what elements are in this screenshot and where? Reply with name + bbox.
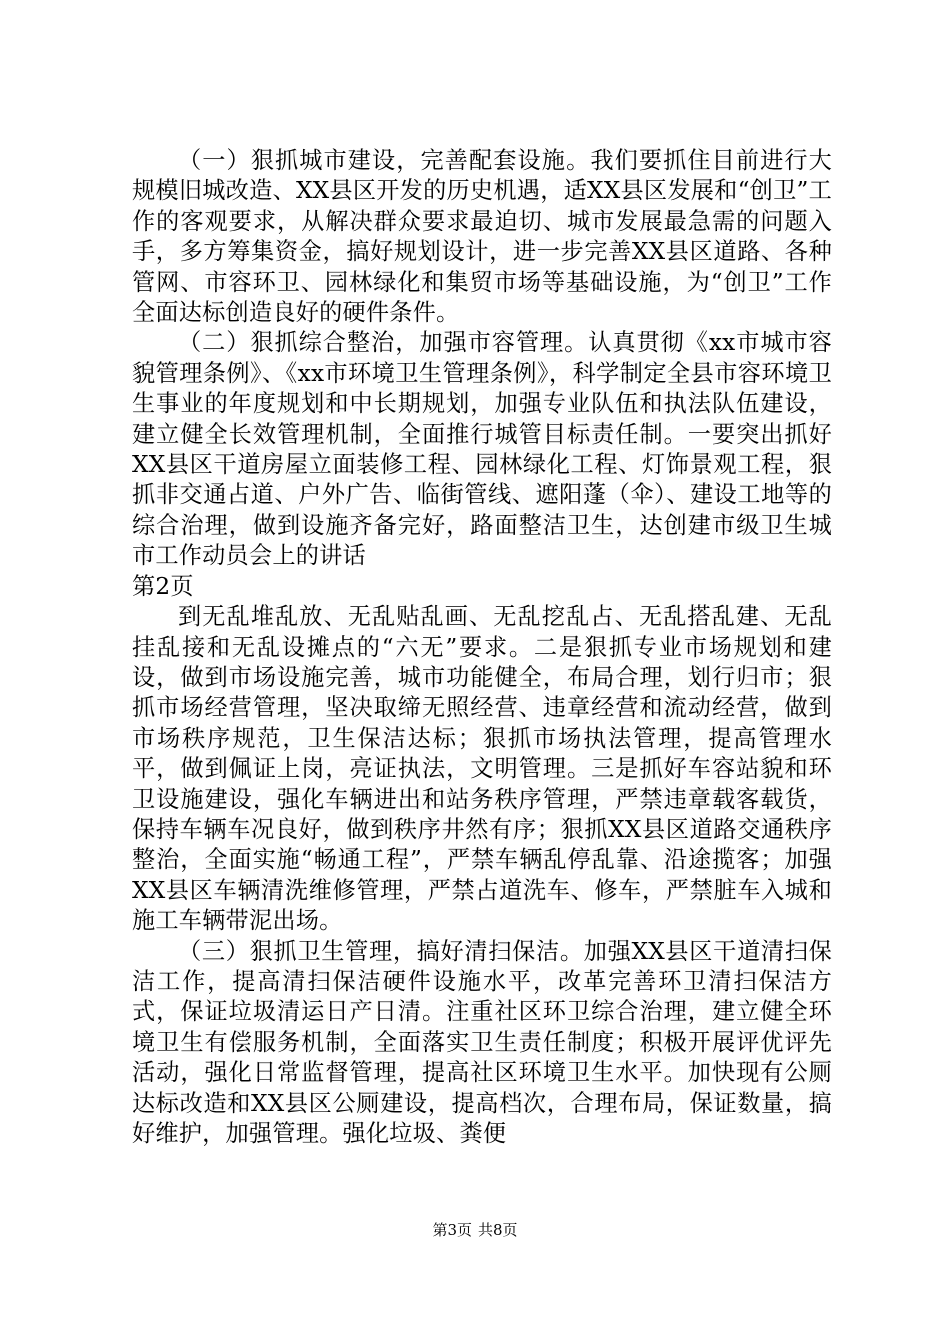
paragraph-4: （三）狠抓卫生管理，搞好清扫保洁。加强XX县区干道清扫保洁工作，提高清扫保洁硬件设施水平，改革完善环卫清扫保洁方式，保证垃圾清运日产日清。注重社区环卫综合治理，建立健全环境卫生有偿服务机制，全面落实卫生责任制度；积极开展评优评先活动，强化日常监督管理，提高社区环境卫生水平。加快现有公厕达标改造和XX县区公厕建设，提高档次，合理布局，保证数量，搞好维护，加强管理。强化垃圾、粪便: [132, 937, 832, 1147]
paragraph-2: （二）狠抓综合整治，加强市容管理。认真贯彻《xx市城市容貌管理条例》、《xx市环境卫生管理条例》，科学制定全县市容环境卫生事业的年度规划和中长期规划，加强专业队伍和执法队伍建设，建立健全长效管理机制，全面推行城管目标责任制。一要突出抓好XX县区干道房屋立面装修工程、园林绿化工程、灯饰景观工程，狠抓非交通占道、户外广告、临街管线、遮阳蓬（伞）、建设工地等的综合治理，做到设施齐备完好，路面整洁卫生，达创建市级卫生城市工作动员会上的讲话: [132, 329, 832, 570]
document-body: [132, 146, 832, 1149]
page-footer: [0, 1220, 950, 1240]
paragraph-1: （一）狠抓城市建设，完善配套设施。我们要抓住目前进行大规模旧城改造、XX县区开发的历史机遇，适XX县区发展和“创卫”工作的客观要求，从解决群众要求最迫切、城市发展最急需的问题入手，多方筹集资金，搞好规划设计，进一步完善XX县区道路、各种管网、市容环卫、园林绿化和集贸市场等基础设施，为“创卫”工作全面达标创造良好的硬件条件。: [132, 147, 832, 327]
paragraph-3: 到无乱堆乱放、无乱贴乱画、无乱挖乱占、无乱搭乱建、无乱挂乱接和无乱设摊点的“六无”要求。二是狠抓专业市场规划和建设，做到市场设施完善，城市功能健全，布局合理，划行归市；狠抓市场经营管理，坚决取缔无照经营、违章经营和流动经营，做到市场秩序规范，卫生保洁达标；狠抓市场执法管理，提高管理水平，做到佩证上岗，亮证执法，文明管理。三是抓好车容站貌和环卫设施建设，强化车辆进出和站务秩序管理，严禁违章载客载货，保持车辆车况良好，做到秩序井然有序；狠抓XX县区道路交通秩序整治，全面实施“畅通工程”，严禁车辆乱停乱靠、沿途揽客；加强XX县区车辆清洗维修管理，严禁占道洗车、修车，严禁脏车入城和施工车辆带泥出场。: [132, 603, 832, 935]
total-pages: 共8页: [478, 1221, 518, 1239]
page-marker: 第2页: [132, 572, 194, 600]
page-number: 第3页: [432, 1221, 472, 1239]
